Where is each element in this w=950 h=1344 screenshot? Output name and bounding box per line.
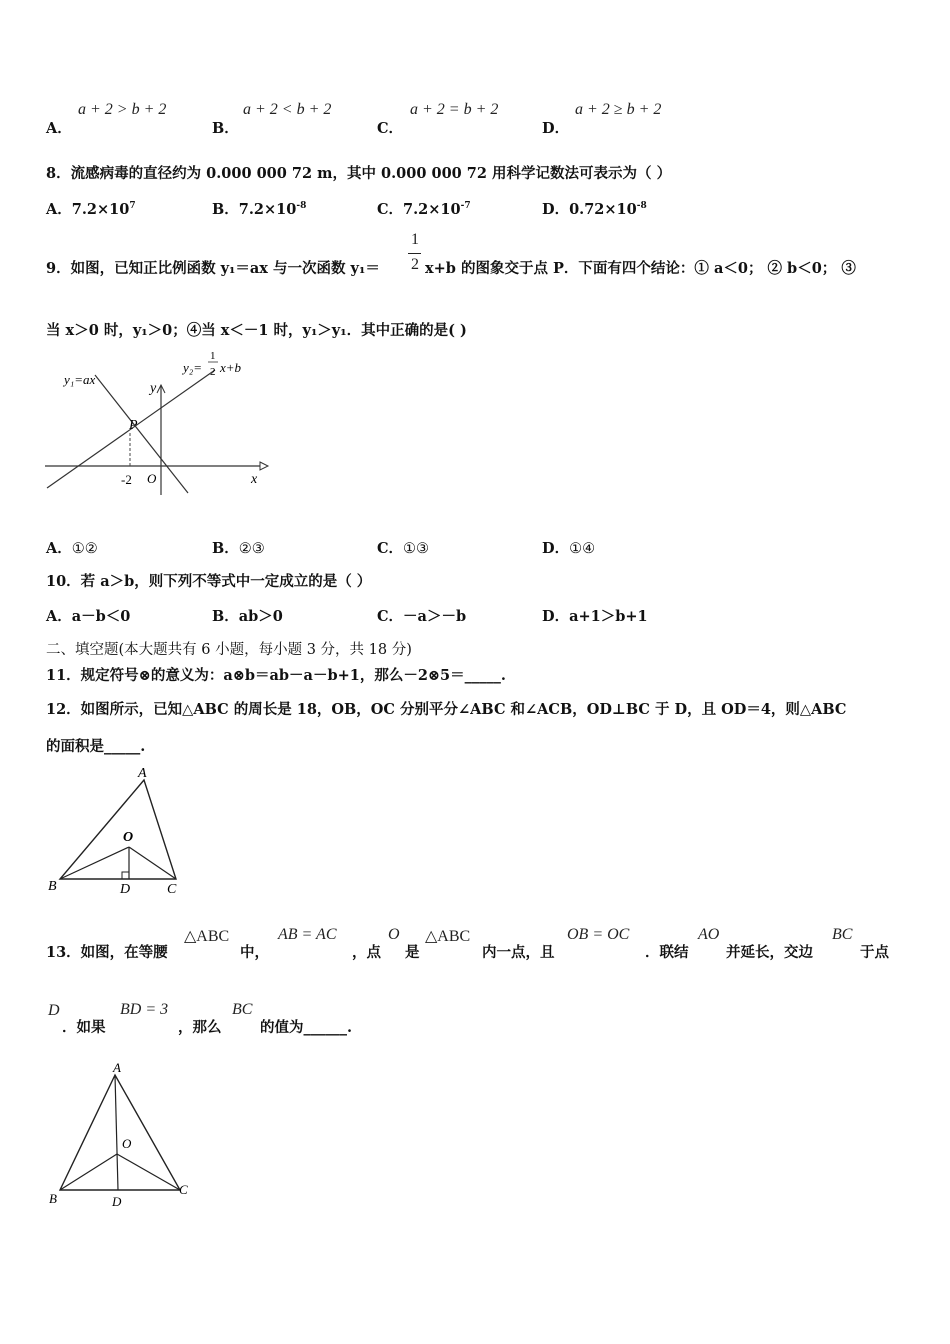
q12-label-o: O [123, 830, 134, 845]
q7-option-a-label: A． [46, 120, 72, 137]
q13-text-8: 于点 [860, 944, 889, 961]
q13-label-c: C [179, 1182, 188, 1197]
q9-option-c: C．①③ [377, 540, 430, 557]
q9-option-b: B．②③ [212, 540, 265, 557]
q12-right-angle-mark [122, 872, 129, 879]
q11-question: 11．规定符号⊗的意义为：a⊗b＝ab－a－b+1，那么－2⊗5＝_____. [46, 667, 506, 684]
q13-text-11: 的值为______. [260, 1019, 353, 1036]
q9-label-yaxis: y [150, 381, 157, 396]
q7-option-d-expr: a + 2 ≥ b + 2 [575, 101, 662, 118]
q9-label-y2-rest: x+b [220, 360, 242, 375]
q10-option-a: A．a－b＜0 [46, 608, 131, 625]
q13-label-b: B [49, 1191, 57, 1206]
q7-option-a-expr: a + 2 > b + 2 [78, 101, 167, 118]
q9-label-xaxis: x [251, 472, 258, 487]
q10-option-c: C．－a＞－b [377, 608, 467, 625]
q9-label-y2: y₂= [183, 360, 203, 375]
q9-frac-bar [408, 253, 421, 254]
q7-option-d-label: D． [542, 120, 570, 137]
q8-option-a: A．$7.2\times 10^7$ [46, 201, 136, 218]
q13-label-o: O [122, 1136, 132, 1151]
q13-text-6: ．联结 [645, 944, 689, 961]
q8-option-c: C．$7.2\times 10^{-7}$ [377, 201, 471, 218]
q13-text-4: 是 [405, 944, 420, 961]
q13-math-ao: AO [698, 926, 720, 943]
q9-option-a: A．①② [46, 540, 98, 557]
q13-math-bd-3: BD = 3 [120, 1001, 169, 1018]
q12-triangle-figure [40, 762, 200, 902]
q9-label-o: O [147, 471, 157, 486]
q7-option-b-expr: a + 2 < b + 2 [243, 101, 332, 118]
q9-line1-b: x+b 的图象交于点 P．下面有四个结论：① a＜0； ② b＜0； ③ [425, 260, 856, 277]
q8-option-d: D．$0.72\times 10^{-8}$ [542, 201, 647, 218]
section-heading-fill-in: 二、填空题(本大题共有 6 小题，每小题 3 分，共 18 分) [46, 642, 412, 658]
q13-text-10: ，那么 [178, 1019, 222, 1036]
q13-triangle-figure [40, 1055, 210, 1215]
x-axis-arrow [260, 462, 268, 470]
q9-graph [40, 345, 280, 505]
q12-label-d: D [120, 882, 131, 897]
q9-frac-den: 2 [411, 256, 419, 273]
q13-triangle-abc [60, 1075, 180, 1190]
q13-text-3: ，点 [352, 944, 381, 961]
q9-line1-a: 9．如图，已知正比例函数 y₁＝ax 与一次函数 y₁＝ [46, 260, 380, 277]
q12-line1: 12．如图所示，已知△ABC 的周长是 18，OB，OC 分别平分∠ABC 和∠ACB，OD⊥BC 于 D，且 OD＝4，则△ABC [46, 701, 847, 718]
q13-text-2: 中， [240, 944, 269, 961]
q7-option-b-label: B． [212, 120, 239, 137]
q8-option-b: B．$7.2\times 10^{-8}$ [212, 201, 307, 218]
q13-math-ab-ac: AB = AC [278, 926, 337, 943]
q9-label-y1: y₁=ax [64, 372, 96, 387]
q9-label-y2-num: 1 [210, 350, 216, 362]
q13-math-ob-oc: OB = OC [567, 926, 630, 943]
q9-line2: 当 x＞0 时，y₁＞0；④当 x＜－1 时，y₁＞y₁．其中正确的是( ) [46, 322, 467, 339]
q13-text-1: 13．如图，在等腰 [46, 944, 168, 961]
q13-text-5: 内一点，且 [482, 944, 555, 961]
q12-line2: 的面积是_____. [46, 738, 146, 755]
q9-option-d: D．①④ [542, 540, 596, 557]
q13-math-d: D [48, 1002, 60, 1019]
q9-label-p: P [129, 418, 138, 433]
q13-math-triangle-abc-2: △ABC [425, 928, 471, 945]
q13-label-a: A [113, 1060, 121, 1075]
q12-segment-ob [60, 847, 129, 879]
q13-segment-ad [115, 1075, 118, 1190]
q12-label-a: A [138, 766, 147, 781]
q10-question: 10．若 a＞b，则下列不等式中一定成立的是（ ） [46, 573, 372, 590]
q12-label-b: B [48, 879, 57, 894]
line-y1 [95, 375, 188, 493]
q12-label-c: C [167, 882, 177, 897]
q13-math-bc: BC [832, 926, 853, 943]
q9-label-y2-den: 2 [210, 366, 216, 378]
q13-math-bc-2: BC [232, 1001, 253, 1018]
q12-triangle-abc [60, 780, 176, 879]
q9-label-minus2: -2 [121, 472, 132, 487]
q9-frac-num: 1 [411, 231, 419, 248]
q13-math-triangle-abc: △ABC [184, 928, 230, 945]
q8-question: 8．流感病毒的直径约为 0.000 000 72 m，其中 0.000 000 72 用科学记数法可表示为（ ） [46, 165, 672, 182]
q13-label-d: D [112, 1194, 122, 1209]
q7-option-c-expr: a + 2 = b + 2 [410, 101, 499, 118]
q10-option-b: B．ab＞0 [212, 608, 283, 625]
q13-text-7: 并延长，交边 [726, 944, 813, 961]
q13-math-o: O [388, 926, 400, 943]
q7-option-c-label: C． [377, 120, 404, 137]
q12-segment-oc [129, 847, 176, 879]
q13-text-9: ．如果 [62, 1019, 106, 1036]
q10-option-d: D．a+1＞b+1 [542, 608, 648, 625]
